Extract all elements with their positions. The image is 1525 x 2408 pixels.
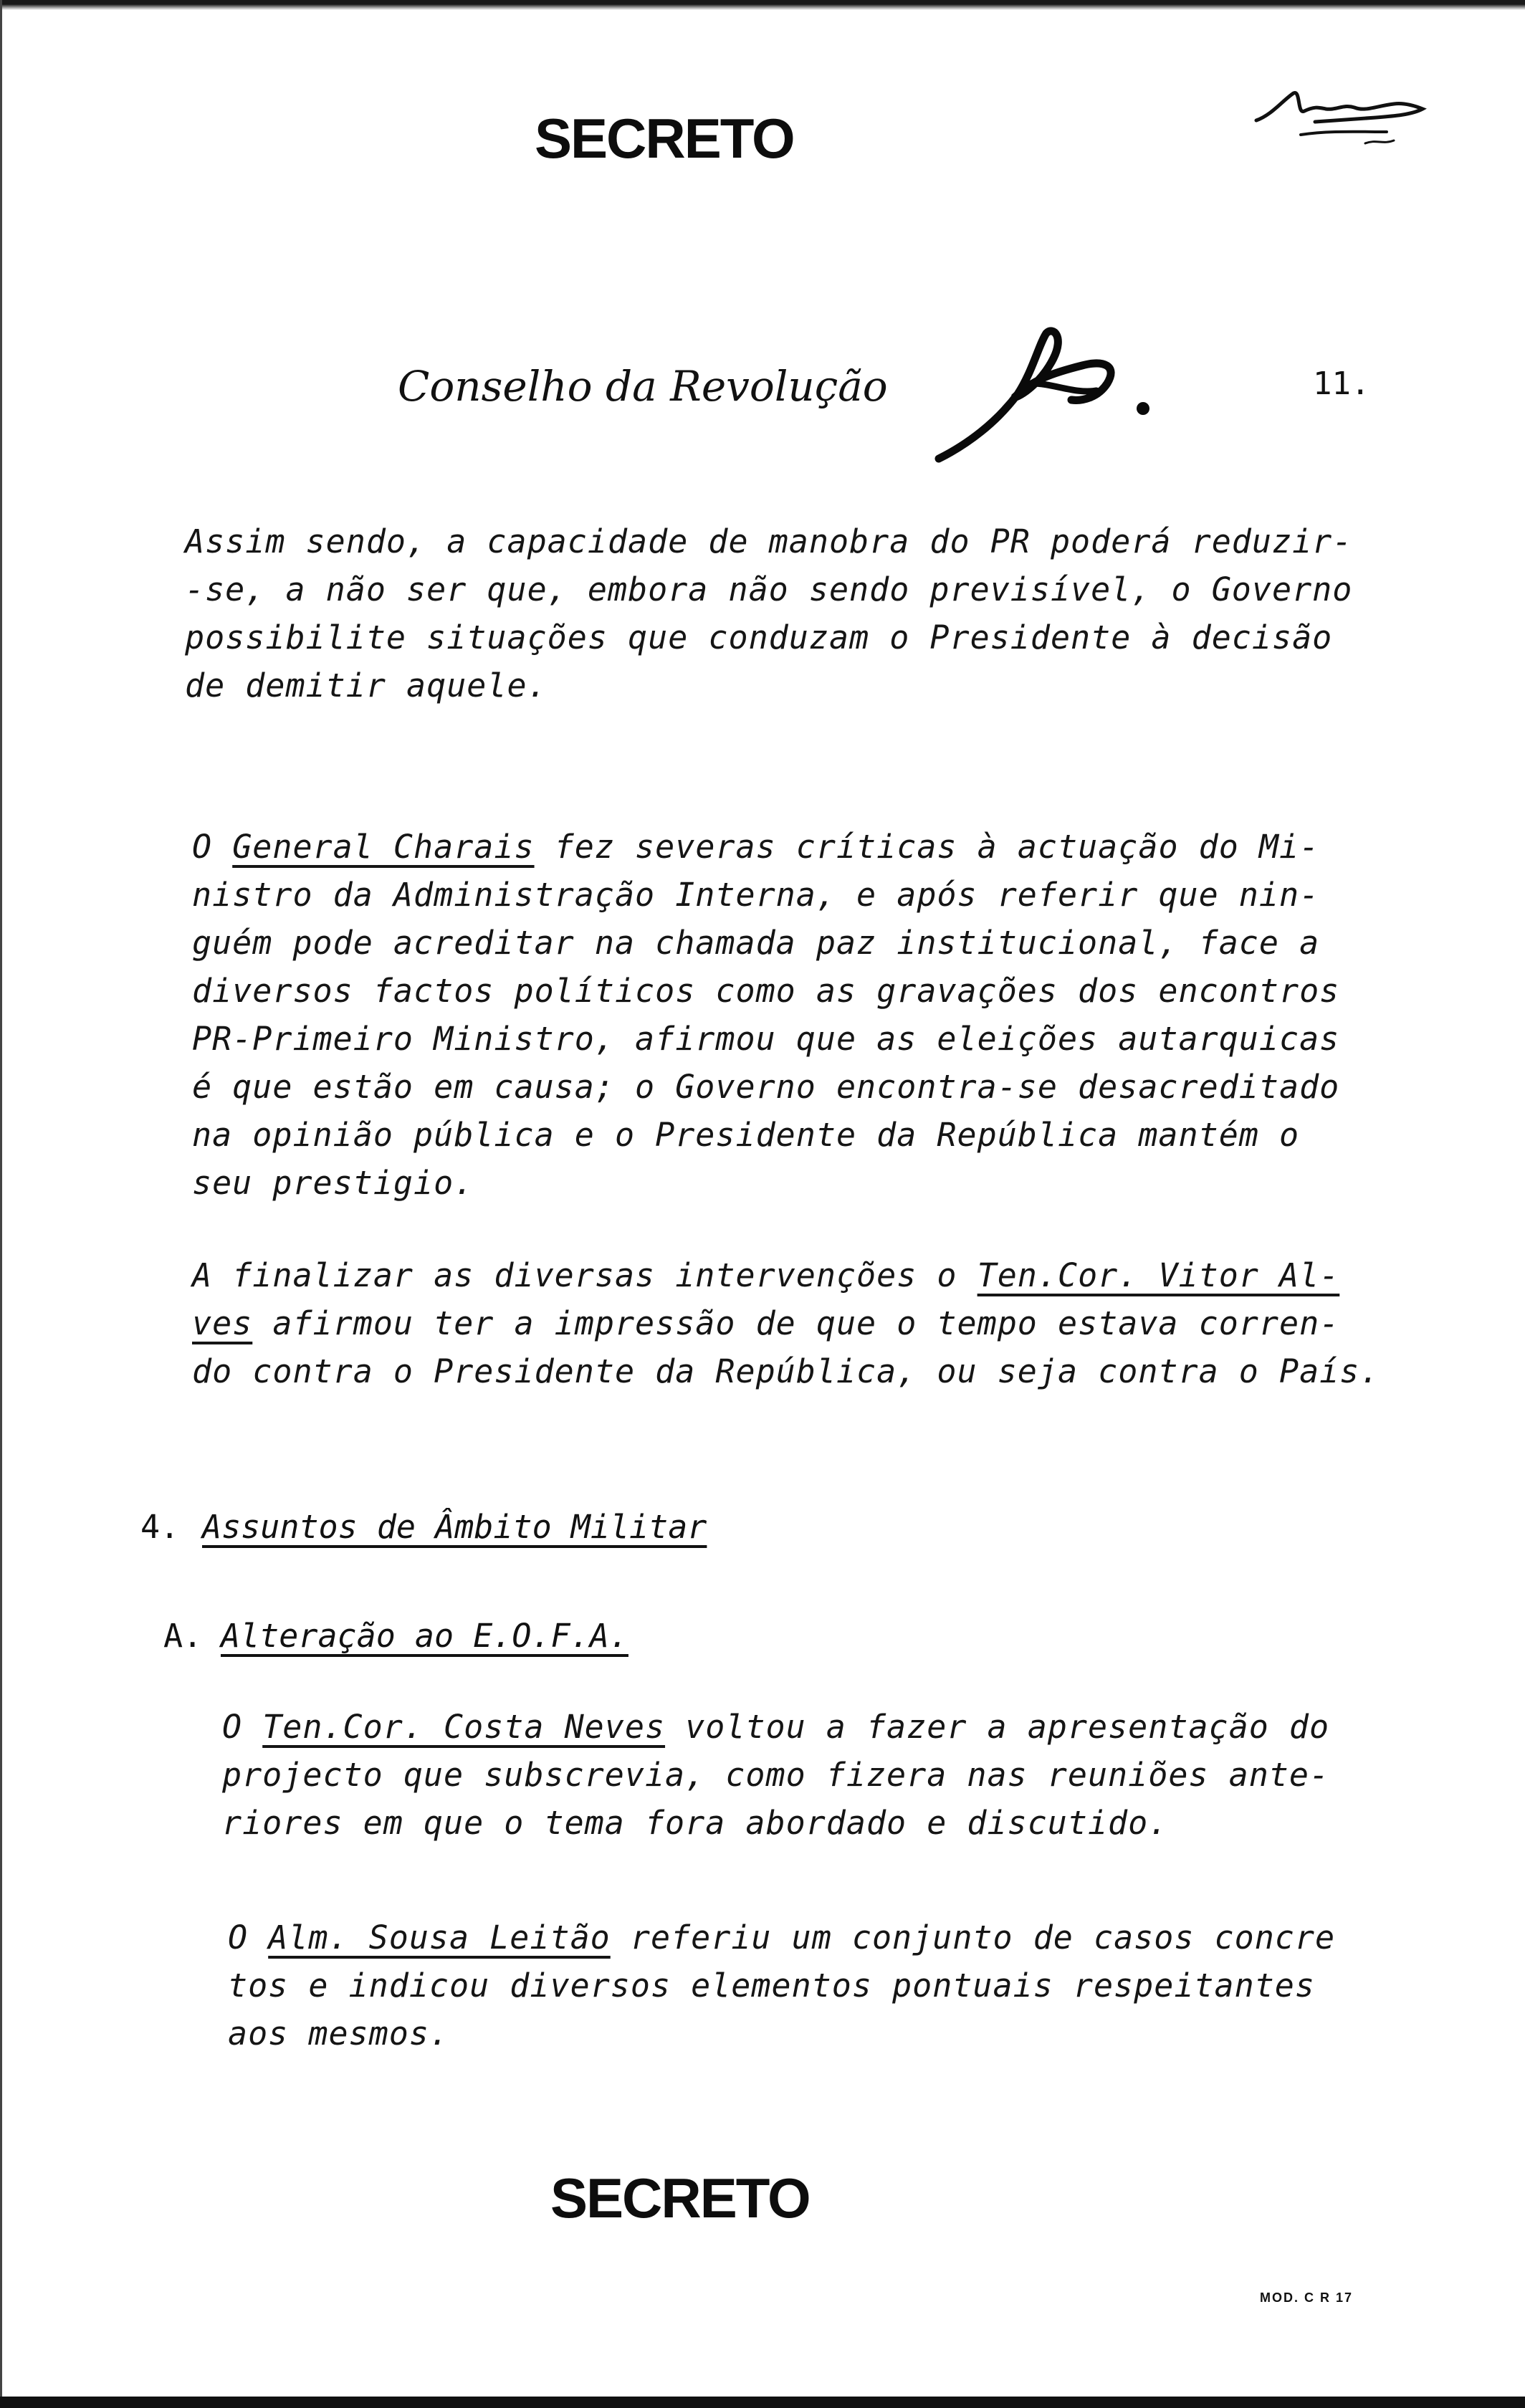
signature-initials-top — [1251, 79, 1430, 158]
page-number: 11. — [1313, 366, 1370, 402]
section-heading-military: Assuntos de Âmbito Militar — [202, 1508, 707, 1546]
text-line: é que estão em causa; o Governo encontra-se desacreditado — [192, 1068, 1340, 1106]
paragraph-capacity — [185, 517, 1352, 710]
text-line: de demitir aquele. — [185, 666, 548, 704]
paragraph-vitor-alves — [192, 1251, 1380, 1395]
text-line: projecto que subscrevia, como fizera nas reuniões ante- — [222, 1756, 1330, 1794]
text-line: diversos factos políticos como as gravações dos encontros — [192, 972, 1340, 1010]
text-lead: O — [222, 1708, 263, 1746]
classification-footer: SECRETO — [550, 2166, 810, 2230]
classification-header: SECRETO — [535, 107, 794, 170]
text-line: possibilite situações que conduzam o Presidente à decisão — [185, 618, 1333, 656]
paragraph-sousa-leitao — [228, 1914, 1335, 2058]
paragraph-costa-neves — [222, 1703, 1329, 1847]
text-line: na opinião pública e o Presidente da República mantém o — [192, 1116, 1300, 1154]
text-line: nistro da Administração Interna, e após referir que nin- — [192, 876, 1320, 914]
text-line: do contra o Presidente da República, ou seja contra o País. — [192, 1352, 1380, 1390]
text-line: referiu um conjunto de casos concre — [610, 1919, 1336, 1956]
text-line: guém pode acreditar na chamada paz institucional, face a — [192, 924, 1320, 962]
signature-initials-letterhead — [910, 315, 1190, 473]
letterhead: Conselho da Revolução — [398, 362, 888, 411]
scan-edge-top — [0, 0, 1525, 10]
text-lead: A finalizar as diversas intervenções o — [192, 1256, 977, 1294]
speaker-name: Ten.Cor. Vitor Al- — [977, 1256, 1340, 1294]
text-line: riores em que o tema fora abordado e discutido. — [222, 1804, 1169, 1842]
text-line: aos mesmos. — [228, 2015, 450, 2053]
text-line: PR-Primeiro Ministro, afirmou que as eleições autarquicas — [192, 1020, 1340, 1058]
speaker-name: Alm. Sousa Leitão — [268, 1919, 611, 1956]
subsection-heading-eofa: Alteração ao E.O.F.A. — [221, 1617, 628, 1655]
text-line: afirmou ter a impressão de que o tempo estava corren- — [252, 1304, 1340, 1342]
section-number: 4. — [140, 1508, 180, 1546]
text-line: Assim sendo, a capacidade de manobra do PR poderá reduzir- — [185, 522, 1353, 560]
text-line: fez severas críticas à actuação do Mi- — [534, 828, 1320, 866]
subsection-label: A. — [163, 1617, 203, 1655]
speaker-name: General Charais — [232, 828, 535, 866]
scan-edge-left — [0, 0, 2, 2408]
text-lead: O — [228, 1919, 269, 1956]
text-lead: O — [192, 828, 233, 866]
text-line: tos e indicou diversos elementos pontuais respeitantes — [228, 1967, 1315, 2005]
paragraph-general-charais — [192, 823, 1339, 1207]
text-line: -se, a não ser que, embora não sendo previsível, o Governo — [185, 570, 1353, 608]
text-line: seu prestigio. — [192, 1164, 474, 1202]
scan-edge-bottom — [0, 2397, 1525, 2408]
text-line: voltou a fazer a apresentação do — [665, 1708, 1330, 1746]
speaker-name: ves — [192, 1304, 253, 1342]
form-code: MOD. C R 17 — [1260, 2290, 1354, 2305]
speaker-name: Ten.Cor. Costa Neves — [262, 1708, 666, 1746]
